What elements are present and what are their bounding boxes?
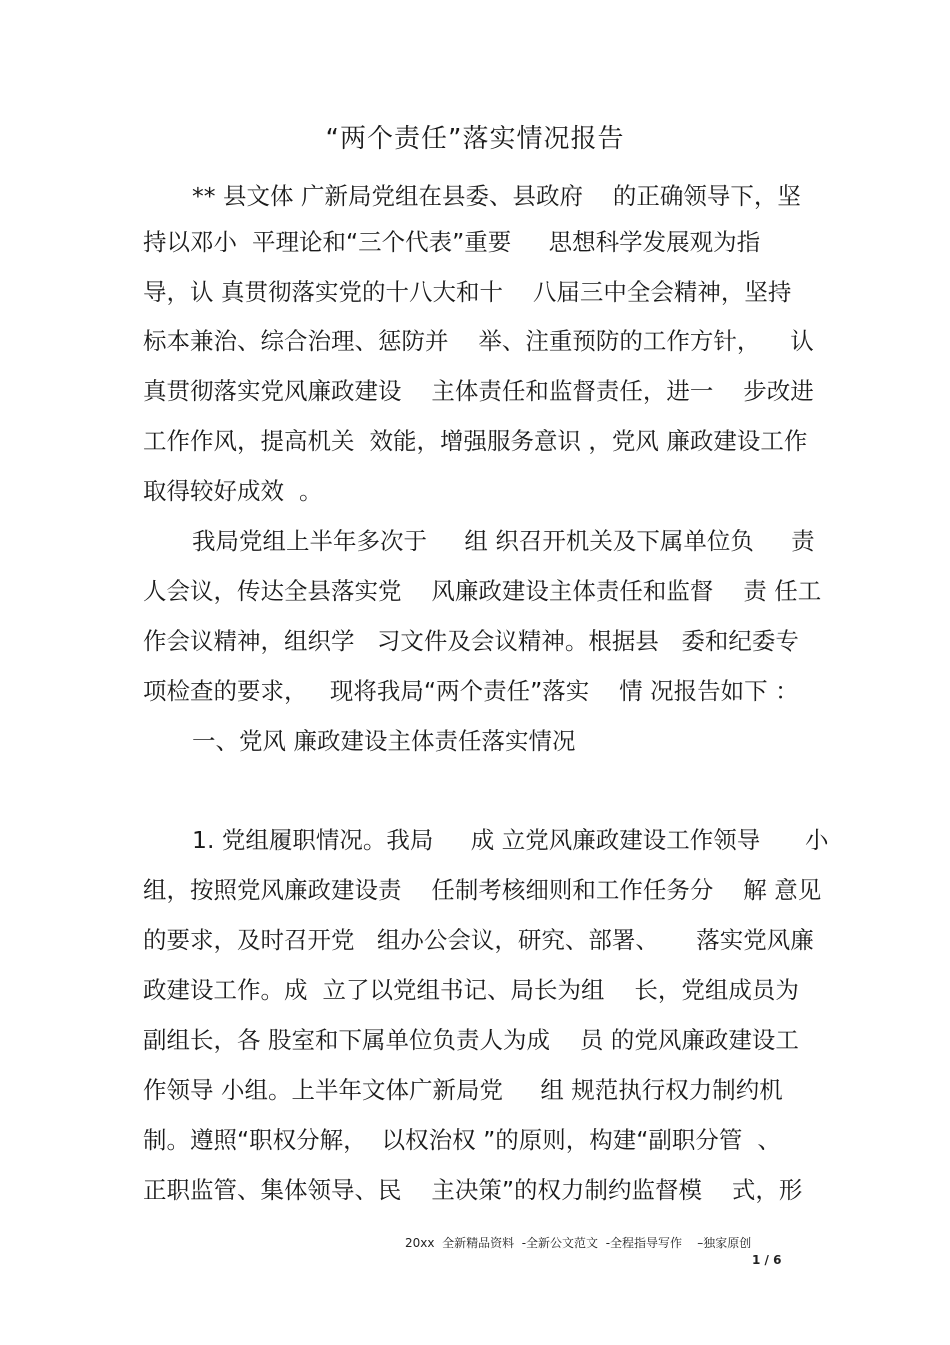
paragraph-line: 组，按照党风廉政建设责 任制考核细则和工作任务分 解 意见 bbox=[143, 876, 822, 904]
document-title: “两个责任”落实情况报告 bbox=[325, 124, 625, 154]
paragraph-line: 正职监管、集体领导、民 主决策”的权力制约监督模 式，形 bbox=[143, 1176, 803, 1204]
paragraph-line: 取得较好成效 。 bbox=[143, 477, 323, 505]
paragraph-line: 作领导 小组。上半年文体广新局党 组 规范执行权力制约机 bbox=[143, 1076, 783, 1104]
paragraph-line: 持以邓小 平理论和“三个代表”重要 思想科学发展观为指 bbox=[143, 228, 761, 256]
paragraph-line: 副组长，各 股室和下属单位负责人为成 员 的党风廉政建设工 bbox=[143, 1026, 799, 1054]
paragraph-line: 1. 党组履职情况。我局 成 立党风廉政建设工作领导 小 bbox=[192, 826, 829, 854]
page-number: 1 / 6 bbox=[752, 1253, 782, 1267]
paragraph-line: 的要求，及时召开党 组办公会议，研究、部署、 落实党风廉 bbox=[143, 926, 814, 954]
section-heading: 一、党风 廉政建设主体责任落实情况 bbox=[192, 727, 576, 755]
footer-text: 20xx 全新精品资料 -全新公文范文 -全程指导写作 –独家原创 bbox=[405, 1236, 752, 1250]
paragraph-line: 制。遵照“职权分解， 以权治权 ”的原则，构建“副职分管 、 bbox=[143, 1126, 781, 1154]
paragraph-line: 我局党组上半年多次于 组 织召开机关及下属单位负 责 bbox=[192, 527, 815, 555]
paragraph-line: 标本兼治、综合治理、惩防并 举、注重预防的工作方针， 认 bbox=[143, 327, 814, 355]
paragraph-line: ** 县文体 广新局党组在县委、县政府 的正确领导下，坚 bbox=[192, 182, 801, 210]
paragraph-line: 政建设工作。成 立了以党组书记、局长为组 长，党组成员为 bbox=[143, 976, 799, 1004]
paragraph-line: 工作作风，提高机关 效能，增强服务意识 ，党风 廉政建设工作 bbox=[143, 427, 808, 455]
paragraph-line: 作会议精神，组织学 习文件及会议精神。根据县 委和纪委专 bbox=[143, 627, 799, 655]
paragraph-line: 导，认 真贯彻落实党的十八大和十 八届三中全会精神，坚持 bbox=[143, 278, 792, 306]
paragraph-line: 真贯彻落实党风廉政建设 主体责任和监督责任，进一 步改进 bbox=[143, 377, 814, 405]
paragraph-line: 人会议，传达全县落实党 风廉政建设主体责任和监督 责 任工 bbox=[143, 577, 822, 605]
paragraph-line: 项检查的要求， 现将我局“两个责任”落实 情 况报告如下 ： bbox=[143, 677, 799, 705]
